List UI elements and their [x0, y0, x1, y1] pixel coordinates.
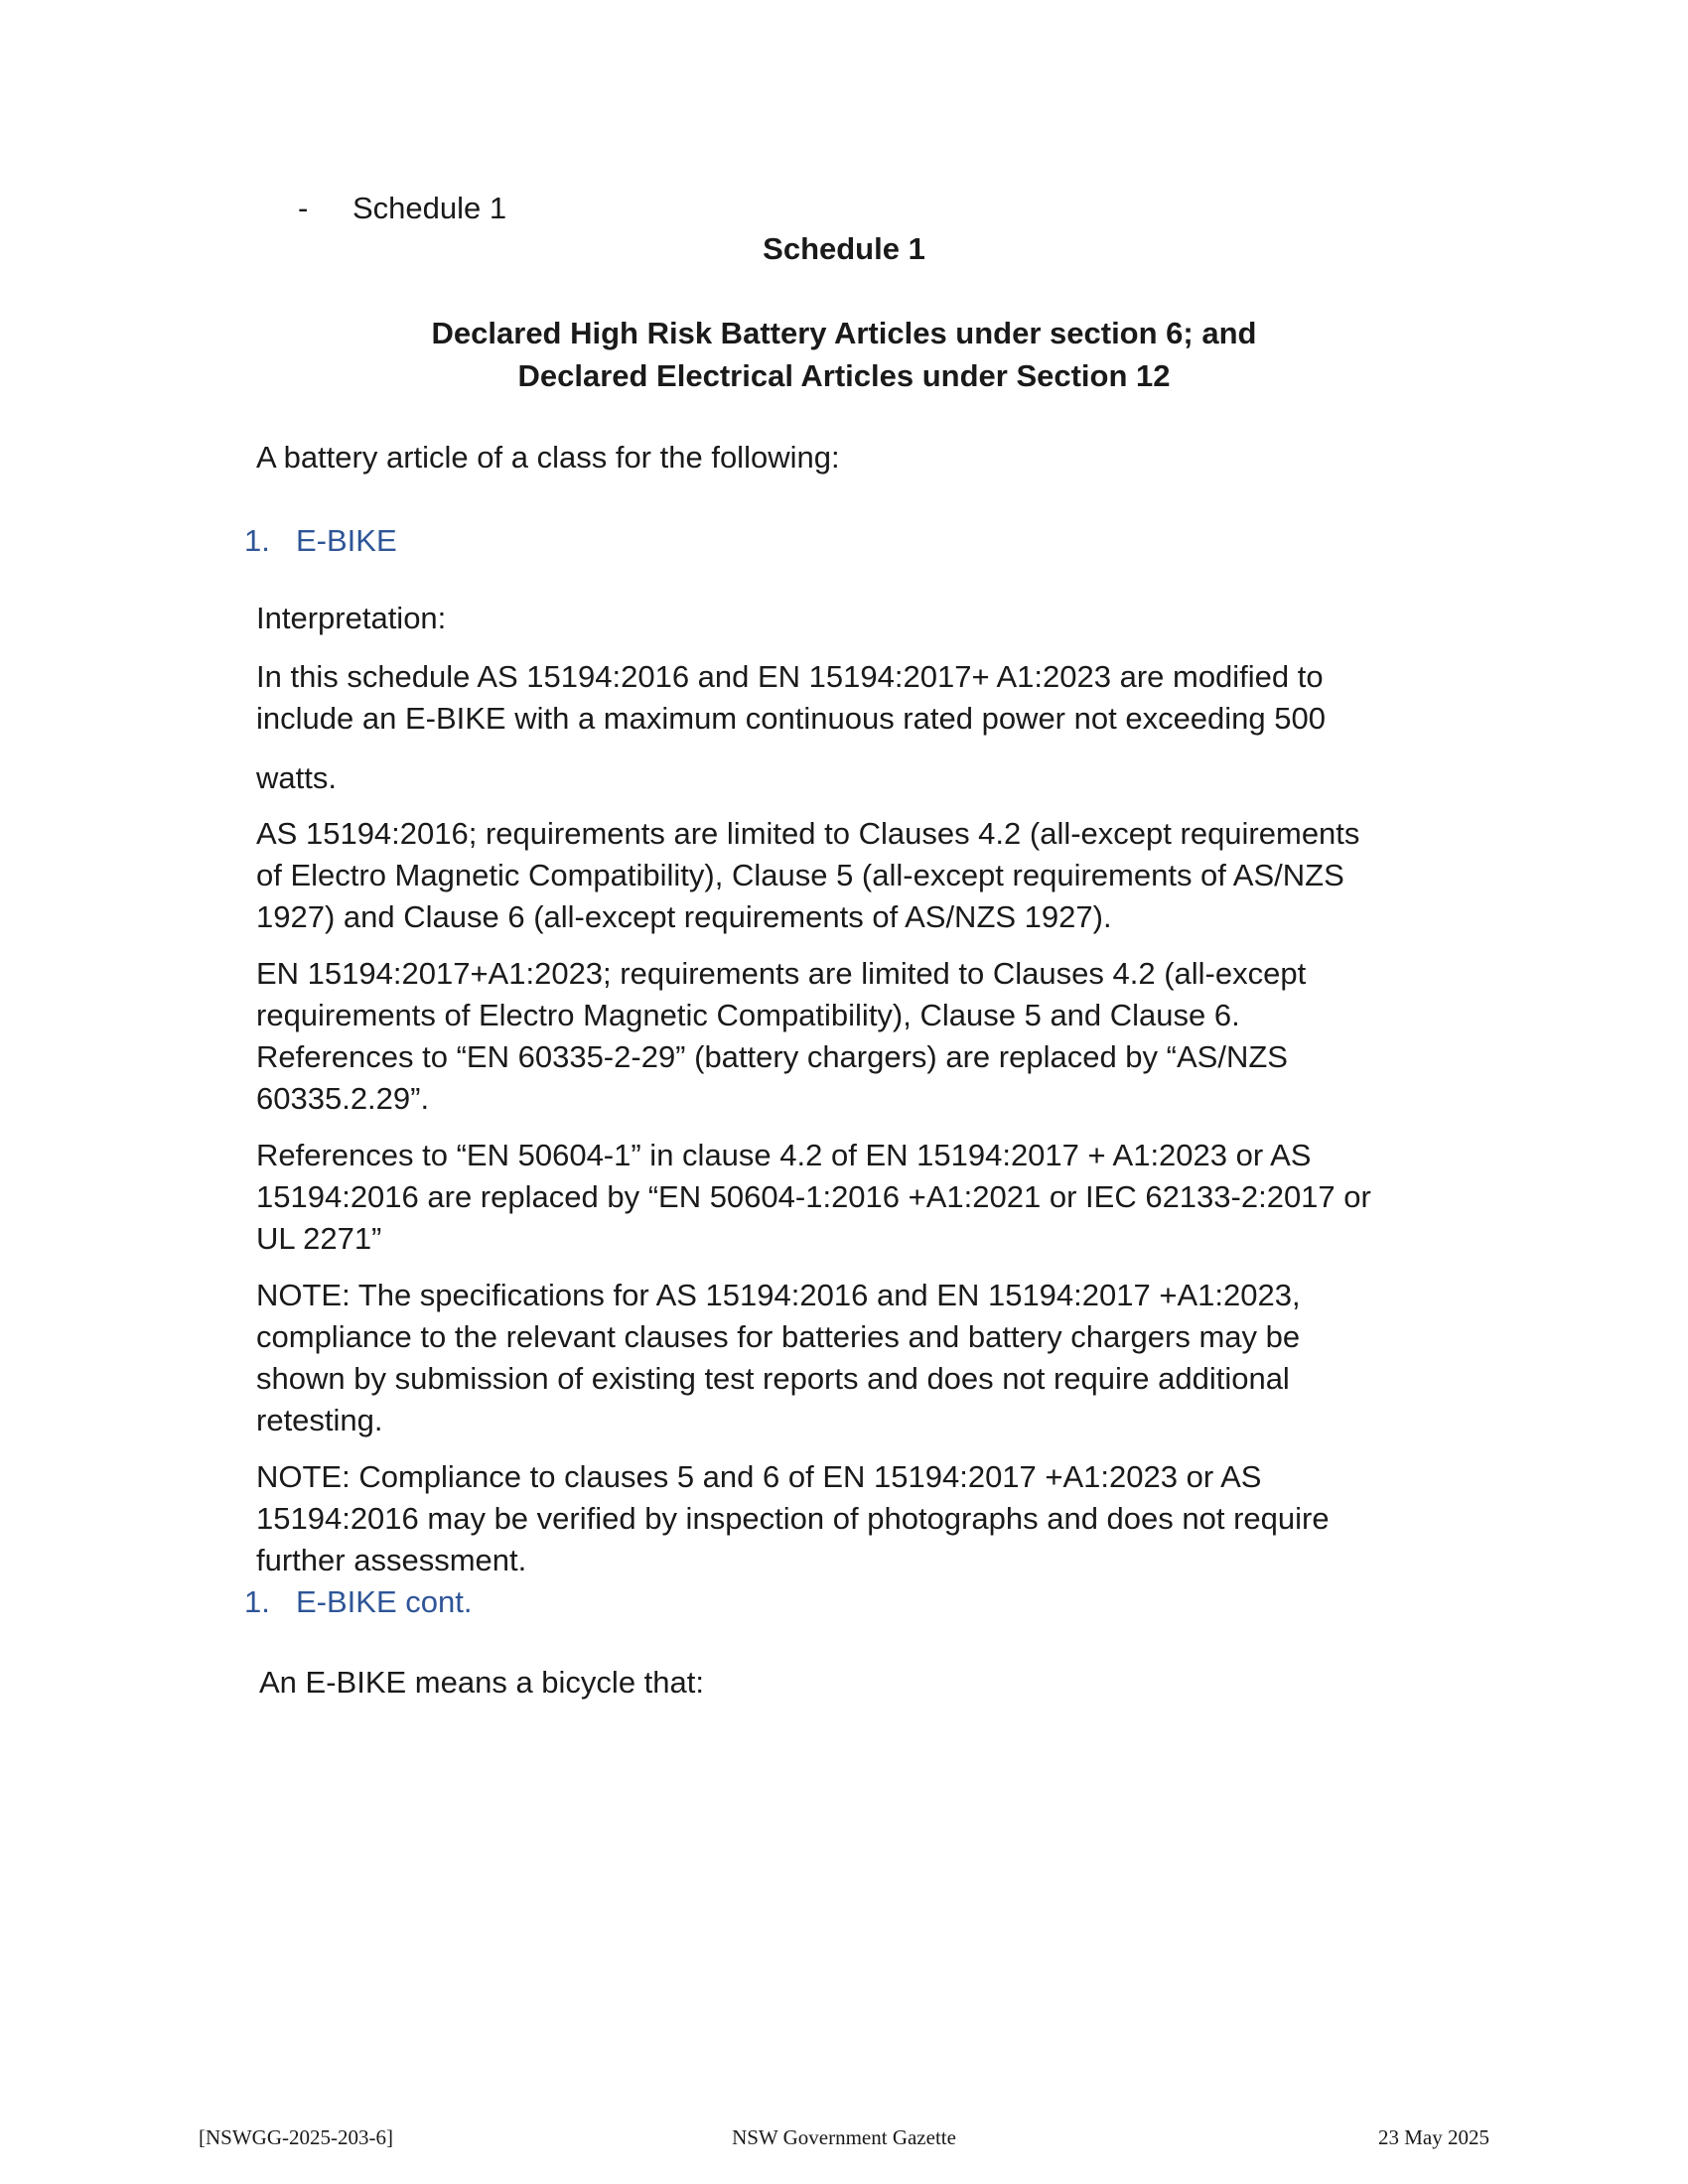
footer-date: 23 May 2025 — [1378, 2125, 1489, 2149]
paragraph-1-line-3: watts. — [256, 760, 337, 795]
paragraph-4-line-3: UL 2271” — [256, 1221, 382, 1256]
schedule-bullet — [298, 189, 506, 228]
list-heading-ebike-cont — [244, 1581, 472, 1623]
bullet-text: Schedule 1 — [352, 191, 507, 225]
list-heading-ebike — [244, 520, 397, 562]
paragraph-3-line-3: References to “EN 60335-2-29” (battery chargers) are replaced by “AS/NZS — [256, 1039, 1288, 1074]
paragraph-2-line-3: 1927) and Clause 6 (all-except requirements of AS/NZS 1927). — [256, 899, 1112, 934]
paragraph-1-line-1: In this schedule AS 15194:2016 and EN 15194:2017+ A1:2023 are modified to — [256, 659, 1324, 694]
list-number: 1. — [244, 1584, 270, 1619]
paragraph-6-line-2: 15194:2016 may be verified by inspection of photographs and does not require — [256, 1501, 1330, 1536]
footer-publication: NSW Government Gazette — [732, 2125, 956, 2149]
footer-gazette-id: [NSWGG-2025-203-6] — [199, 2125, 393, 2149]
paragraph-5-line-4: retesting. — [256, 1403, 383, 1437]
paragraph-6-line-3: further assessment. — [256, 1543, 527, 1577]
bullet-dash: - — [298, 191, 309, 225]
ebike-definition: An E-BIKE means a bicycle that: — [259, 1665, 704, 1700]
paragraph-5-line-3: shown by submission of existing test reports and does not require additional — [256, 1361, 1290, 1396]
paragraph-4-line-2: 15194:2016 are replaced by “EN 50604-1:2016 +A1:2021 or IEC 62133-2:2017 or — [256, 1179, 1371, 1214]
list-number: 1. — [244, 523, 270, 558]
paragraph-2-line-1: AS 15194:2016; requirements are limited to Clauses 4.2 (all-except requirements — [256, 816, 1360, 851]
schedule-title: Schedule 1 — [763, 231, 925, 266]
paragraph-4-line-1: References to “EN 50604-1” in clause 4.2 of EN 15194:2017 + A1:2023 or AS — [256, 1138, 1312, 1172]
list-label: E-BIKE — [296, 523, 397, 558]
schedule-subtitle-line-1: Declared High Risk Battery Articles under section 6; and — [431, 316, 1257, 350]
interpretation-label: Interpretation: — [256, 601, 447, 635]
paragraph-6-line-1: NOTE: Compliance to clauses 5 and 6 of EN 15194:2017 +A1:2023 or AS — [256, 1459, 1262, 1494]
paragraph-3-line-1: EN 15194:2017+A1:2023; requirements are limited to Clauses 4.2 (all-except — [256, 956, 1307, 991]
paragraph-2-line-2: of Electro Magnetic Compatibility), Clause 5 (all-except requirements of AS/NZS — [256, 858, 1344, 892]
schedule-subtitle-line-2: Declared Electrical Articles under Section 12 — [517, 358, 1171, 393]
intro-text: A battery article of a class for the following: — [256, 440, 840, 475]
paragraph-3-line-2: requirements of Electro Magnetic Compatibility), Clause 5 and Clause 6. — [256, 998, 1240, 1032]
paragraph-5-line-2: compliance to the relevant clauses for batteries and battery chargers may be — [256, 1319, 1301, 1354]
paragraph-1-line-2: include an E-BIKE with a maximum continuous rated power not exceeding 500 — [256, 701, 1326, 736]
paragraph-3-line-4: 60335.2.29”. — [256, 1081, 430, 1116]
paragraph-5-line-1: NOTE: The specifications for AS 15194:2016 and EN 15194:2017 +A1:2023, — [256, 1278, 1301, 1312]
list-label: E-BIKE cont. — [296, 1584, 473, 1619]
